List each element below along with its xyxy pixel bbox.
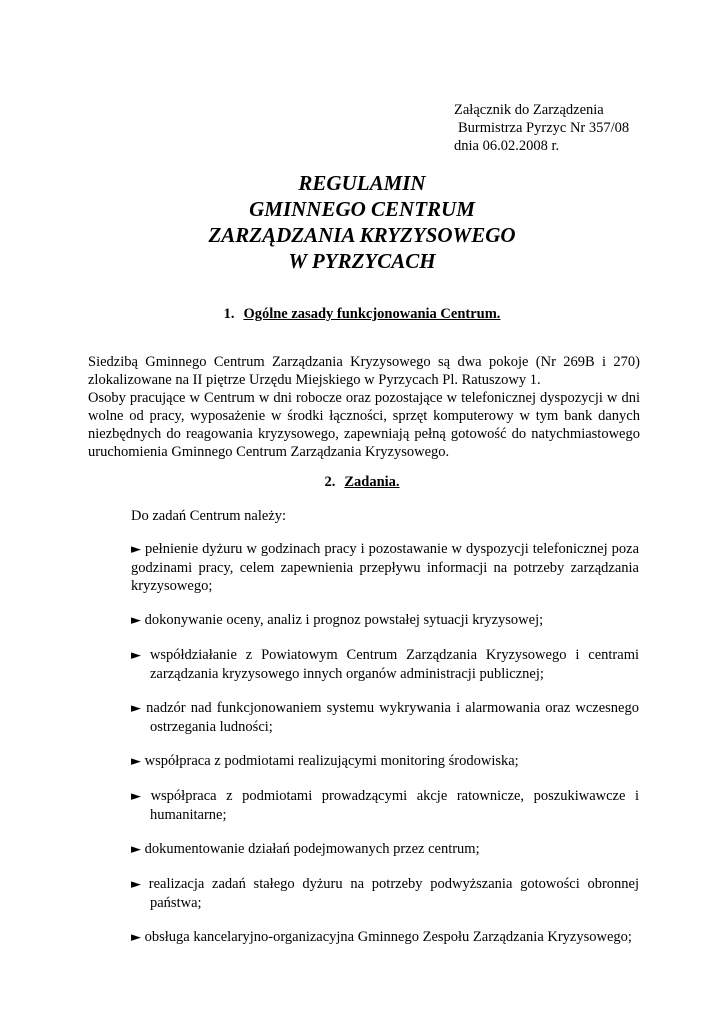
- bullet-arrow-icon: ►: [131, 842, 141, 857]
- task-item: [131, 875, 639, 912]
- title-line-2: GMINNEGO CENTRUM: [249, 197, 475, 221]
- section-1-heading: [0, 305, 724, 323]
- task-text: nadzór nad funkcjonowaniem systemu wykrywania i alarmowania oraz wczesnego ostrzegania ludności;: [146, 700, 639, 735]
- task-text: obsługa kancelaryjno-organizacyjna Gminnego Zespołu Zarządzania Kryzysowego;: [144, 929, 632, 945]
- bullet-arrow-icon: ►: [131, 789, 141, 804]
- tasks-lead-text: Do zadań Centrum należy:: [131, 508, 287, 524]
- bullet-arrow-icon: ►: [131, 701, 141, 716]
- attachment-line-3: dnia 06.02.2008 r.: [454, 138, 560, 154]
- section-1-number: 1.: [223, 306, 235, 322]
- task-text: pełnienie dyżuru w godzinach pracy i pozostawanie w dyspozycji telefonicznej poza godzinami pracy, celem zapewnienia przepływu informacji na potrzeby zarządzania kryzysowego;: [131, 541, 640, 594]
- section-2-number: 2.: [324, 474, 336, 490]
- attachment-line-2: Burmistrza Pyrzyc Nr 357/08: [458, 120, 630, 136]
- task-text: dokumentowanie działań podejmowanych przez centrum;: [144, 841, 480, 857]
- attachment-line-1: Załącznik do Zarządzenia: [454, 102, 604, 118]
- section-1-title: Ogólne zasady funkcjonowania Centrum.: [243, 306, 501, 322]
- title-line-3: ZARZĄDZANIA KRYZYSOWEGO: [208, 223, 516, 247]
- title-line-1: REGULAMIN: [298, 171, 426, 195]
- task-text: współpraca z podmiotami prowadzącymi akcje ratownicze, poszukiwawcze i humanitarne;: [150, 788, 639, 823]
- section-2-heading: [0, 473, 724, 491]
- bullet-arrow-icon: ►: [131, 542, 141, 557]
- document-title: [0, 170, 724, 274]
- task-text: realizacja zadań stałego dyżuru na potrzeby podwyższania gotowości obronnej państwa;: [148, 876, 640, 911]
- task-item: [131, 840, 639, 859]
- section-1-paragraph-2: Osoby pracujące w Centrum w dni robocze oraz pozostające w telefonicznej dyspozycji w dni wolne od pracy, wyposażenie w środki łączności, sprzęt komputerowy w tym bank danych niezbędnych do reagowania kryzysowego, zapewniają pełną gotowość do natychmiastowego uruchomienia Gminnego Centrum Zarządzania Kryzysowego.: [88, 390, 640, 460]
- section-1-body: [88, 353, 640, 461]
- title-line-4: W PYRZYCACH: [288, 249, 436, 273]
- attachment-note: [454, 101, 714, 155]
- bullet-arrow-icon: ►: [131, 930, 141, 945]
- bullet-arrow-icon: ►: [131, 754, 141, 769]
- task-item: [131, 787, 639, 824]
- task-text: współdziałanie z Powiatowym Centrum Zarządzania Kryzysowego i centrami zarządzania kryzysowego innych organów administracji publicznej;: [149, 647, 640, 682]
- tasks-list: [131, 540, 639, 963]
- bullet-arrow-icon: ►: [131, 877, 141, 892]
- task-text: współpraca z podmiotami realizującymi monitoring środowiska;: [144, 753, 519, 769]
- task-item: [131, 699, 639, 736]
- task-item: [131, 540, 639, 595]
- task-item: [131, 611, 639, 630]
- task-item: [131, 646, 639, 683]
- task-item: [131, 752, 639, 771]
- section-1-paragraph-1: Siedzibą Gminnego Centrum Zarządzania Kryzysowego są dwa pokoje (Nr 269B i 270) zlokalizowane na II piętrze Urzędu Miejskiego w Pyrzycach Pl. Ratuszowy 1.: [88, 354, 640, 388]
- section-2-title: Zadania.: [344, 474, 400, 490]
- bullet-arrow-icon: ►: [131, 613, 141, 628]
- task-item: [131, 928, 639, 947]
- task-text: dokonywanie oceny, analiz i prognoz powstałej sytuacji kryzysowej;: [144, 612, 544, 628]
- bullet-arrow-icon: ►: [131, 648, 141, 663]
